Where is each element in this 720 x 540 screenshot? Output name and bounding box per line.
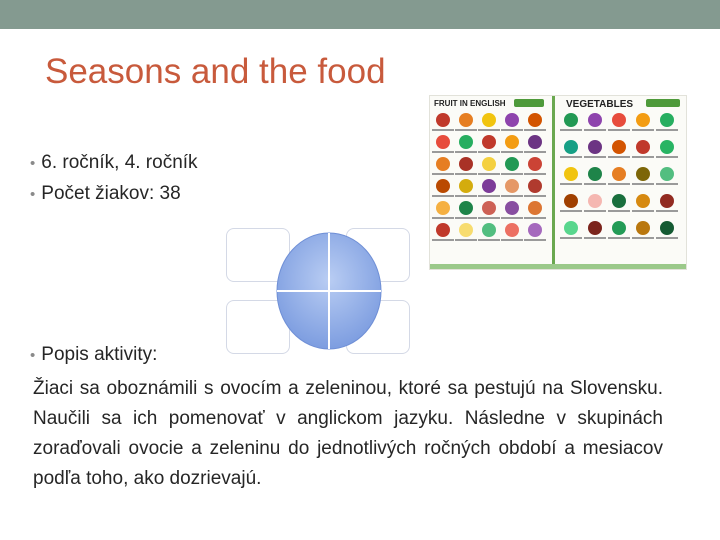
poster-produce-label — [608, 210, 630, 212]
poster-produce-label — [524, 217, 546, 219]
poster-produce-icon — [564, 140, 578, 154]
poster-produce-icon — [660, 113, 674, 127]
poster-produce-icon — [528, 223, 542, 237]
poster-produce-icon — [505, 223, 519, 237]
poster-produce-label — [632, 210, 654, 212]
poster-produce-icon — [564, 194, 578, 208]
poster-produce-icon — [528, 113, 542, 127]
poster-produce-label — [632, 129, 654, 131]
poster-produce-label — [656, 183, 678, 185]
poster-produce-icon — [588, 167, 602, 181]
poster-produce-icon — [482, 223, 496, 237]
poster-veg-header: VEGETABLES — [566, 99, 634, 110]
poster-produce-label — [455, 173, 477, 175]
poster-produce-label — [478, 173, 500, 175]
poster-produce-label — [478, 151, 500, 153]
poster-produce-icon — [636, 113, 650, 127]
poster-produce-icon — [660, 167, 674, 181]
info-bullets — [30, 148, 198, 210]
poster-produce-label — [656, 156, 678, 158]
poster-produce-icon — [660, 194, 674, 208]
poster-produce-label — [524, 173, 546, 175]
poster-produce-label — [608, 183, 630, 185]
bullet-item — [30, 179, 198, 210]
poster-produce-label — [455, 129, 477, 131]
poster-produce-icon — [482, 157, 496, 171]
poster-produce-label — [501, 151, 523, 153]
poster-produce-label — [656, 210, 678, 212]
poster-produce-icon — [459, 113, 473, 127]
poster-produce-icon — [482, 135, 496, 149]
poster-veg-tag — [646, 99, 680, 107]
poster-produce-icon — [505, 201, 519, 215]
poster-produce-icon — [482, 179, 496, 193]
poster-produce-label — [584, 237, 606, 239]
poster-produce-icon — [436, 179, 450, 193]
poster-produce-icon — [482, 201, 496, 215]
poster-produce-icon — [588, 194, 602, 208]
poster-produce-icon — [612, 167, 626, 181]
poster-fruit-header: FRUIT IN ENGLISH — [434, 99, 506, 108]
poster-produce-label — [501, 173, 523, 175]
poster-produce-label — [608, 237, 630, 239]
poster-produce-icon — [588, 221, 602, 235]
poster-produce-icon — [588, 140, 602, 154]
poster-produce-label — [656, 129, 678, 131]
poster-produce-label — [478, 129, 500, 131]
poster-produce-label — [501, 195, 523, 197]
bullet-grade: 6. ročník, 4. ročník — [41, 152, 198, 173]
poster-produce-label — [584, 210, 606, 212]
poster-produce-label — [455, 239, 477, 241]
poster-produce-label — [524, 151, 546, 153]
bullet-dot: • — [30, 347, 36, 364]
season-circle — [276, 232, 382, 350]
poster-produce-label — [584, 129, 606, 131]
poster-produce-icon — [436, 113, 450, 127]
poster-produce-label — [501, 239, 523, 241]
poster-produce-label — [455, 217, 477, 219]
season-diagram — [226, 228, 426, 358]
poster-produce-icon — [459, 135, 473, 149]
poster-fruit-tag — [514, 99, 544, 107]
bullet-item — [30, 148, 198, 179]
poster-produce-icon — [459, 157, 473, 171]
poster-produce-icon — [436, 201, 450, 215]
bullet-dot: • — [30, 155, 36, 172]
poster-produce-icon — [528, 157, 542, 171]
poster-produce-icon — [459, 179, 473, 193]
poster-produce-label — [478, 217, 500, 219]
poster-produce-label — [432, 217, 454, 219]
poster-produce-label — [432, 129, 454, 131]
poster-produce-icon — [660, 221, 674, 235]
fruit-vegetable-poster — [429, 95, 687, 270]
poster-produce-icon — [564, 167, 578, 181]
poster-produce-icon — [612, 194, 626, 208]
poster-produce-icon — [660, 140, 674, 154]
activity-bullet — [30, 344, 157, 366]
poster-produce-icon — [436, 157, 450, 171]
poster-produce-label — [656, 237, 678, 239]
poster-produce-label — [560, 237, 582, 239]
poster-divider — [552, 96, 555, 269]
poster-produce-label — [432, 151, 454, 153]
poster-produce-icon — [564, 221, 578, 235]
poster-produce-label — [524, 195, 546, 197]
poster-produce-label — [432, 195, 454, 197]
poster-produce-label — [584, 183, 606, 185]
poster-produce-icon — [505, 179, 519, 193]
poster-produce-icon — [612, 221, 626, 235]
poster-produce-label — [632, 237, 654, 239]
poster-produce-label — [560, 129, 582, 131]
poster-bottom-band — [430, 264, 686, 269]
poster-produce-label — [560, 210, 582, 212]
poster-produce-label — [632, 156, 654, 158]
activity-description: Žiaci sa oboznámili s ovocím a zeleninou, ktoré sa pestujú na Slovensku. Naučili sa ich pomenovať v anglickom jazyku. Následne v skupinách zoraďovali ovocie a zeleninu do jednotlivých ročných období a mesiacov podľa toho, ako dozrievajú. — [33, 378, 663, 489]
poster-produce-icon — [459, 201, 473, 215]
poster-produce-icon — [588, 113, 602, 127]
poster-produce-label — [608, 156, 630, 158]
poster-produce-icon — [612, 113, 626, 127]
activity-label: Popis aktivity: — [41, 344, 158, 365]
poster-produce-icon — [436, 223, 450, 237]
bullet-students: Počet žiakov: 38 — [41, 183, 181, 204]
poster-produce-icon — [636, 194, 650, 208]
poster-produce-label — [432, 173, 454, 175]
poster-produce-icon — [636, 167, 650, 181]
poster-produce-label — [560, 183, 582, 185]
poster-produce-label — [478, 239, 500, 241]
poster-produce-label — [455, 151, 477, 153]
poster-produce-icon — [564, 113, 578, 127]
poster-produce-label — [524, 129, 546, 131]
poster-produce-icon — [459, 223, 473, 237]
poster-produce-label — [432, 239, 454, 241]
poster-produce-icon — [505, 113, 519, 127]
poster-produce-icon — [528, 201, 542, 215]
poster-produce-icon — [505, 157, 519, 171]
poster-produce-label — [608, 129, 630, 131]
poster-produce-icon — [528, 135, 542, 149]
top-band — [0, 0, 720, 29]
poster-produce-label — [478, 195, 500, 197]
poster-produce-icon — [482, 113, 496, 127]
poster-produce-label — [501, 217, 523, 219]
slide-title: Seasons and the food — [45, 52, 386, 91]
bullet-dot: • — [30, 186, 36, 203]
poster-produce-label — [560, 156, 582, 158]
poster-produce-icon — [636, 140, 650, 154]
poster-produce-icon — [505, 135, 519, 149]
poster-produce-icon — [436, 135, 450, 149]
poster-produce-icon — [636, 221, 650, 235]
poster-produce-icon — [612, 140, 626, 154]
poster-produce-label — [501, 129, 523, 131]
poster-produce-label — [524, 239, 546, 241]
poster-produce-label — [455, 195, 477, 197]
poster-produce-label — [584, 156, 606, 158]
poster-produce-label — [632, 183, 654, 185]
poster-produce-icon — [528, 179, 542, 193]
